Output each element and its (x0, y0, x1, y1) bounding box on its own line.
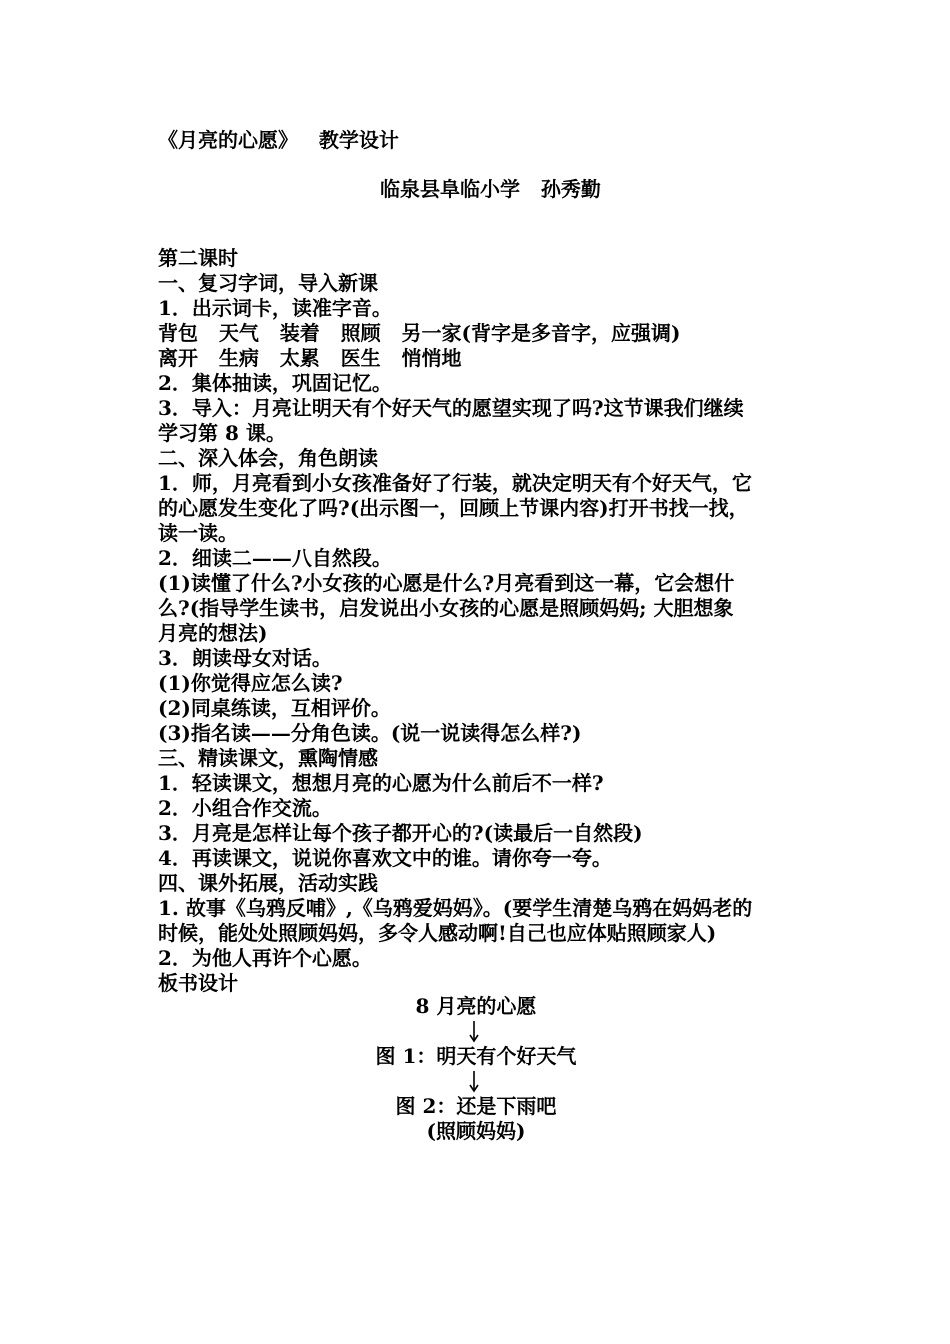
board-step-3: (照顾妈妈) (426, 1119, 526, 1143)
board-step-2: 图 2：还是下雨吧 (395, 1094, 557, 1118)
text-line: (3)指名读——分角色读。(说一说读得怎么样?) (158, 721, 582, 745)
section-heading: 第二课时 (158, 246, 238, 270)
section-heading: 一、复习字词，导入新课 (158, 271, 378, 295)
text-line: 读一读。 (158, 521, 238, 545)
lesson-body (158, 246, 798, 996)
text-line: 月亮的想法) (158, 621, 268, 645)
text-line: 2．为他人再许个心愿。 (158, 946, 372, 970)
text-line: (1)你觉得应怎么读? (158, 671, 343, 695)
text-line: 3．导入：月亮让明天有个好天气的愿望实现了吗?这节课我们继续 (158, 396, 744, 420)
text-line: 2．小组合作交流。 (158, 796, 332, 820)
text-line: 背包 天气 装着 照顾 另一家(背字是多音字，应强调) (158, 321, 681, 345)
board-step-1: 图 1：明天有个好天气 (375, 1044, 577, 1068)
blackboard-design (158, 994, 794, 1144)
text-line: 么?(指导学生读书，启发说出小女孩的心愿是照顾妈妈; 大胆想象 (158, 596, 734, 620)
text-line: 离开 生病 太累 医生 悄悄地 (158, 346, 462, 370)
text-line: 1．师，月亮看到小女孩准备好了行装，就决定明天有个好天气，它 (158, 471, 752, 495)
section-heading: 三、精读课文，熏陶情感 (158, 746, 378, 770)
text-line: 的心愿发生变化了吗?(出示图一，回顾上节课内容)打开书找一找， (158, 496, 749, 520)
text-line: 2．集体抽读，巩固记忆。 (158, 371, 392, 395)
text-line: 1. 故事《乌鸦反哺》,《乌鸦爱妈妈》。(要学生清楚乌鸦在妈妈老的 (158, 896, 753, 920)
text-line: 1．轻读课文，想想月亮的心愿为什么前后不一样? (158, 771, 604, 795)
document-title: 《月亮的心愿》 教学设计 (158, 128, 399, 152)
text-line: 1．出示词卡，读准字音。 (158, 296, 392, 320)
text-line: 3．月亮是怎样让每个孩子都开心的?(读最后一自然段) (158, 821, 643, 845)
text-line: (1)读懂了什么?小女孩的心愿是什么?月亮看到这一幕，它会想什 (158, 571, 735, 595)
text-line: 3．朗读母女对话。 (158, 646, 332, 670)
section-heading: 板书设计 (158, 971, 238, 995)
down-arrow-icon (464, 1069, 484, 1094)
board-heading: 8 月亮的心愿 (415, 994, 537, 1018)
text-line: 时候，能处处照顾妈妈，多令人感动啊!自己也应体贴照顾家人) (158, 921, 717, 945)
down-arrow-icon (464, 1019, 484, 1044)
text-line: 学习第 8 课。 (158, 421, 286, 445)
text-line: (2)同桌练读，互相评价。 (158, 696, 391, 720)
author-line: 临泉县阜临小学 孙秀勤 (380, 177, 601, 201)
section-heading: 四、课外拓展，活动实践 (158, 871, 378, 895)
section-heading: 二、深入体会，角色朗读 (158, 446, 378, 470)
text-line: 2．细读二——八自然段。 (158, 546, 392, 570)
text-line: 4．再读课文，说说你喜欢文中的谁。请你夸一夸。 (158, 846, 612, 870)
